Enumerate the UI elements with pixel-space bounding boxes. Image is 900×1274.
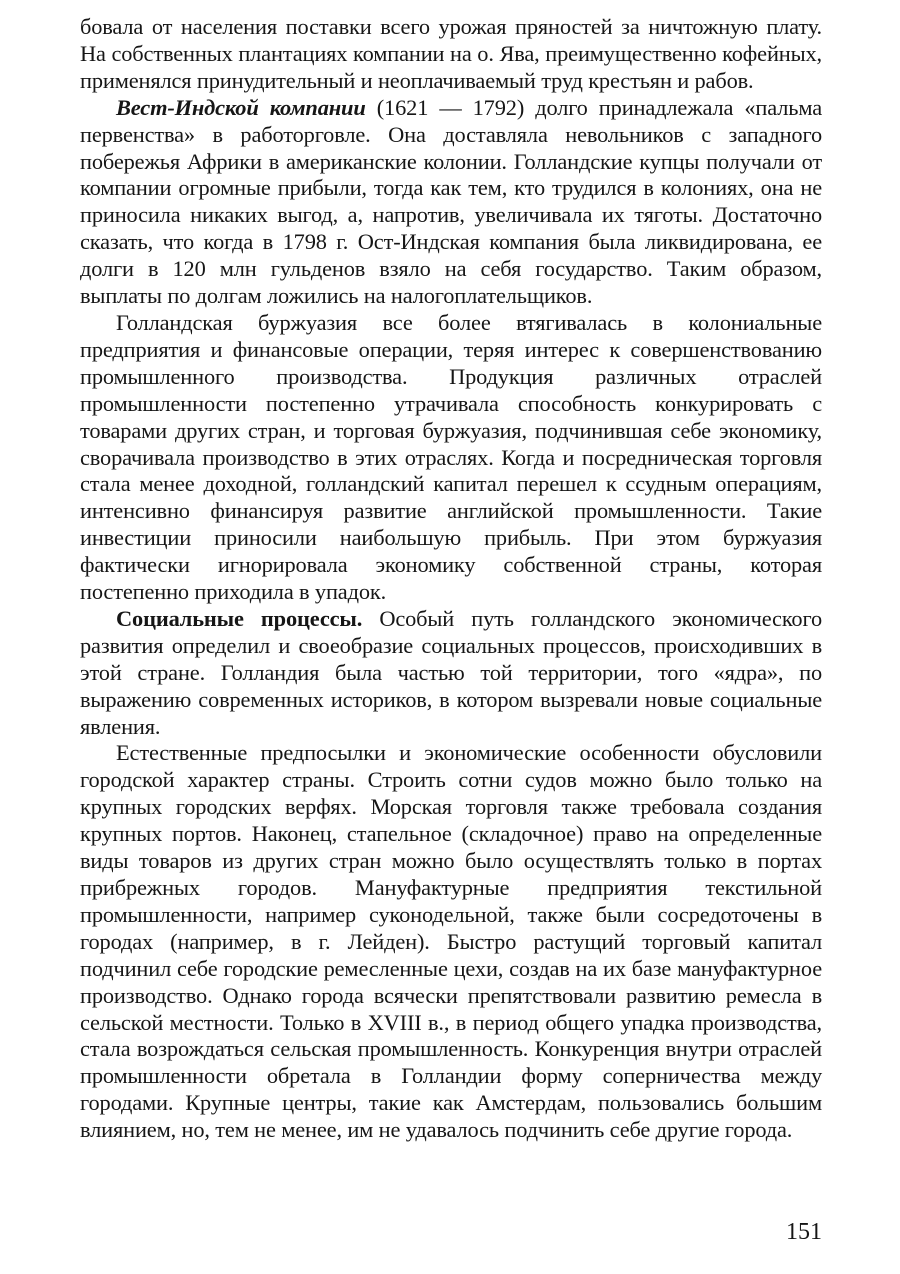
paragraph-bourgeoisie [80, 310, 822, 606]
section-heading: Социальные процессы. [116, 605, 363, 631]
paragraph-text: Естественные предпосылки и экономические особенности обусловили городской характер страны. Строить сотни судов можно было только на крупных городских верфях. Морская торговля также требовала создания крупных портов. Наконец, стапельное (складочное) право на определенные виды товаров из других стран можно было осуществлять только в портах прибрежных городов. Мануфактурные предприятия текстильной промышленности, например суконодельной, также были сосредоточены в городах (например, в г. Лейден). Быстро растущий торговый капитал подчинил себе городские ремесленные цехи, создав на их базе мануфактурное производство. Однако города всячески препятствовали развитию ремесла в сельской местности. Только в XVIII в., в период общего упадка производства, стала возрождаться сельская промышленность. Конкуренция внутри отраслей промышленности обретала в Голландии форму соперничества между городами. Крупные центры, такие как Амстердам, пользовались большим влиянием, но, тем не менее, им не удавалось подчинить себе другие города. [80, 740, 822, 1143]
paragraph-text: (1621 — 1792) долго принадлежала «пальма первенства» в работорговле. Она доставляла невольников с западного побережья Африки в американские колонии. Голландские купцы получали от компании огромные прибыли, тогда как тем, кто трудился в колониях, она не приносила никаких выгод, а, напротив, увеличивала их тяготы. Достаточно сказать, что когда в 1798 г. Ост-Индская компания была ликвидирована, ее долги в 120 млн гульденов взяло на себя государство. Таким образом, выплаты по долгам ложились на налогоплательщиков. [80, 94, 822, 309]
italic-lead: Вест-Индской компании [116, 94, 366, 120]
paragraph-1 [80, 14, 822, 95]
paragraph-urban-character [80, 740, 822, 1144]
page-number: 151 [786, 1219, 822, 1245]
paragraph-west-india-company [80, 95, 822, 310]
paragraph-text: бовала от населения поставки всего урожая пряностей за ничтожную плату. На собственных плантациях компании на о. Ява, преимущественно кофейных, применялся принудительный и неоплачиваемый труд крестьян и рабов. [80, 14, 822, 93]
paragraph-text: Голландская буржуазия все более втягивалась в колониальные предприятия и финансовые операции, теряя интерес к совершенствованию промышленного производства. Продукция различных отраслей промышленности постепенно утрачивала способность конкурировать с товарами других стран, и торговая буржуазия, подчинившая себе экономику, сворачивала производство в этих отраслях. Когда и посредническая торговля стала менее доходной, голландский капитал перешел к ссудным операциям, интенсивно финансируя развитие английской промышленности. Такие инвестиции приносили наибольшую прибыль. При этом буржуазия фактически игнорировала экономику собственной страны, которая постепенно приходила в упадок. [80, 309, 822, 605]
body-text [80, 14, 822, 1144]
paragraph-text: Особый путь голландского экономического развития определил и своеобразие социальных процессов, происходивших в этой стране. Голландия была частью той территории, того «ядра», по выражению современных историков, в котором вызревали новые социальные явления. [80, 605, 822, 739]
paragraph-social-processes [80, 606, 822, 741]
